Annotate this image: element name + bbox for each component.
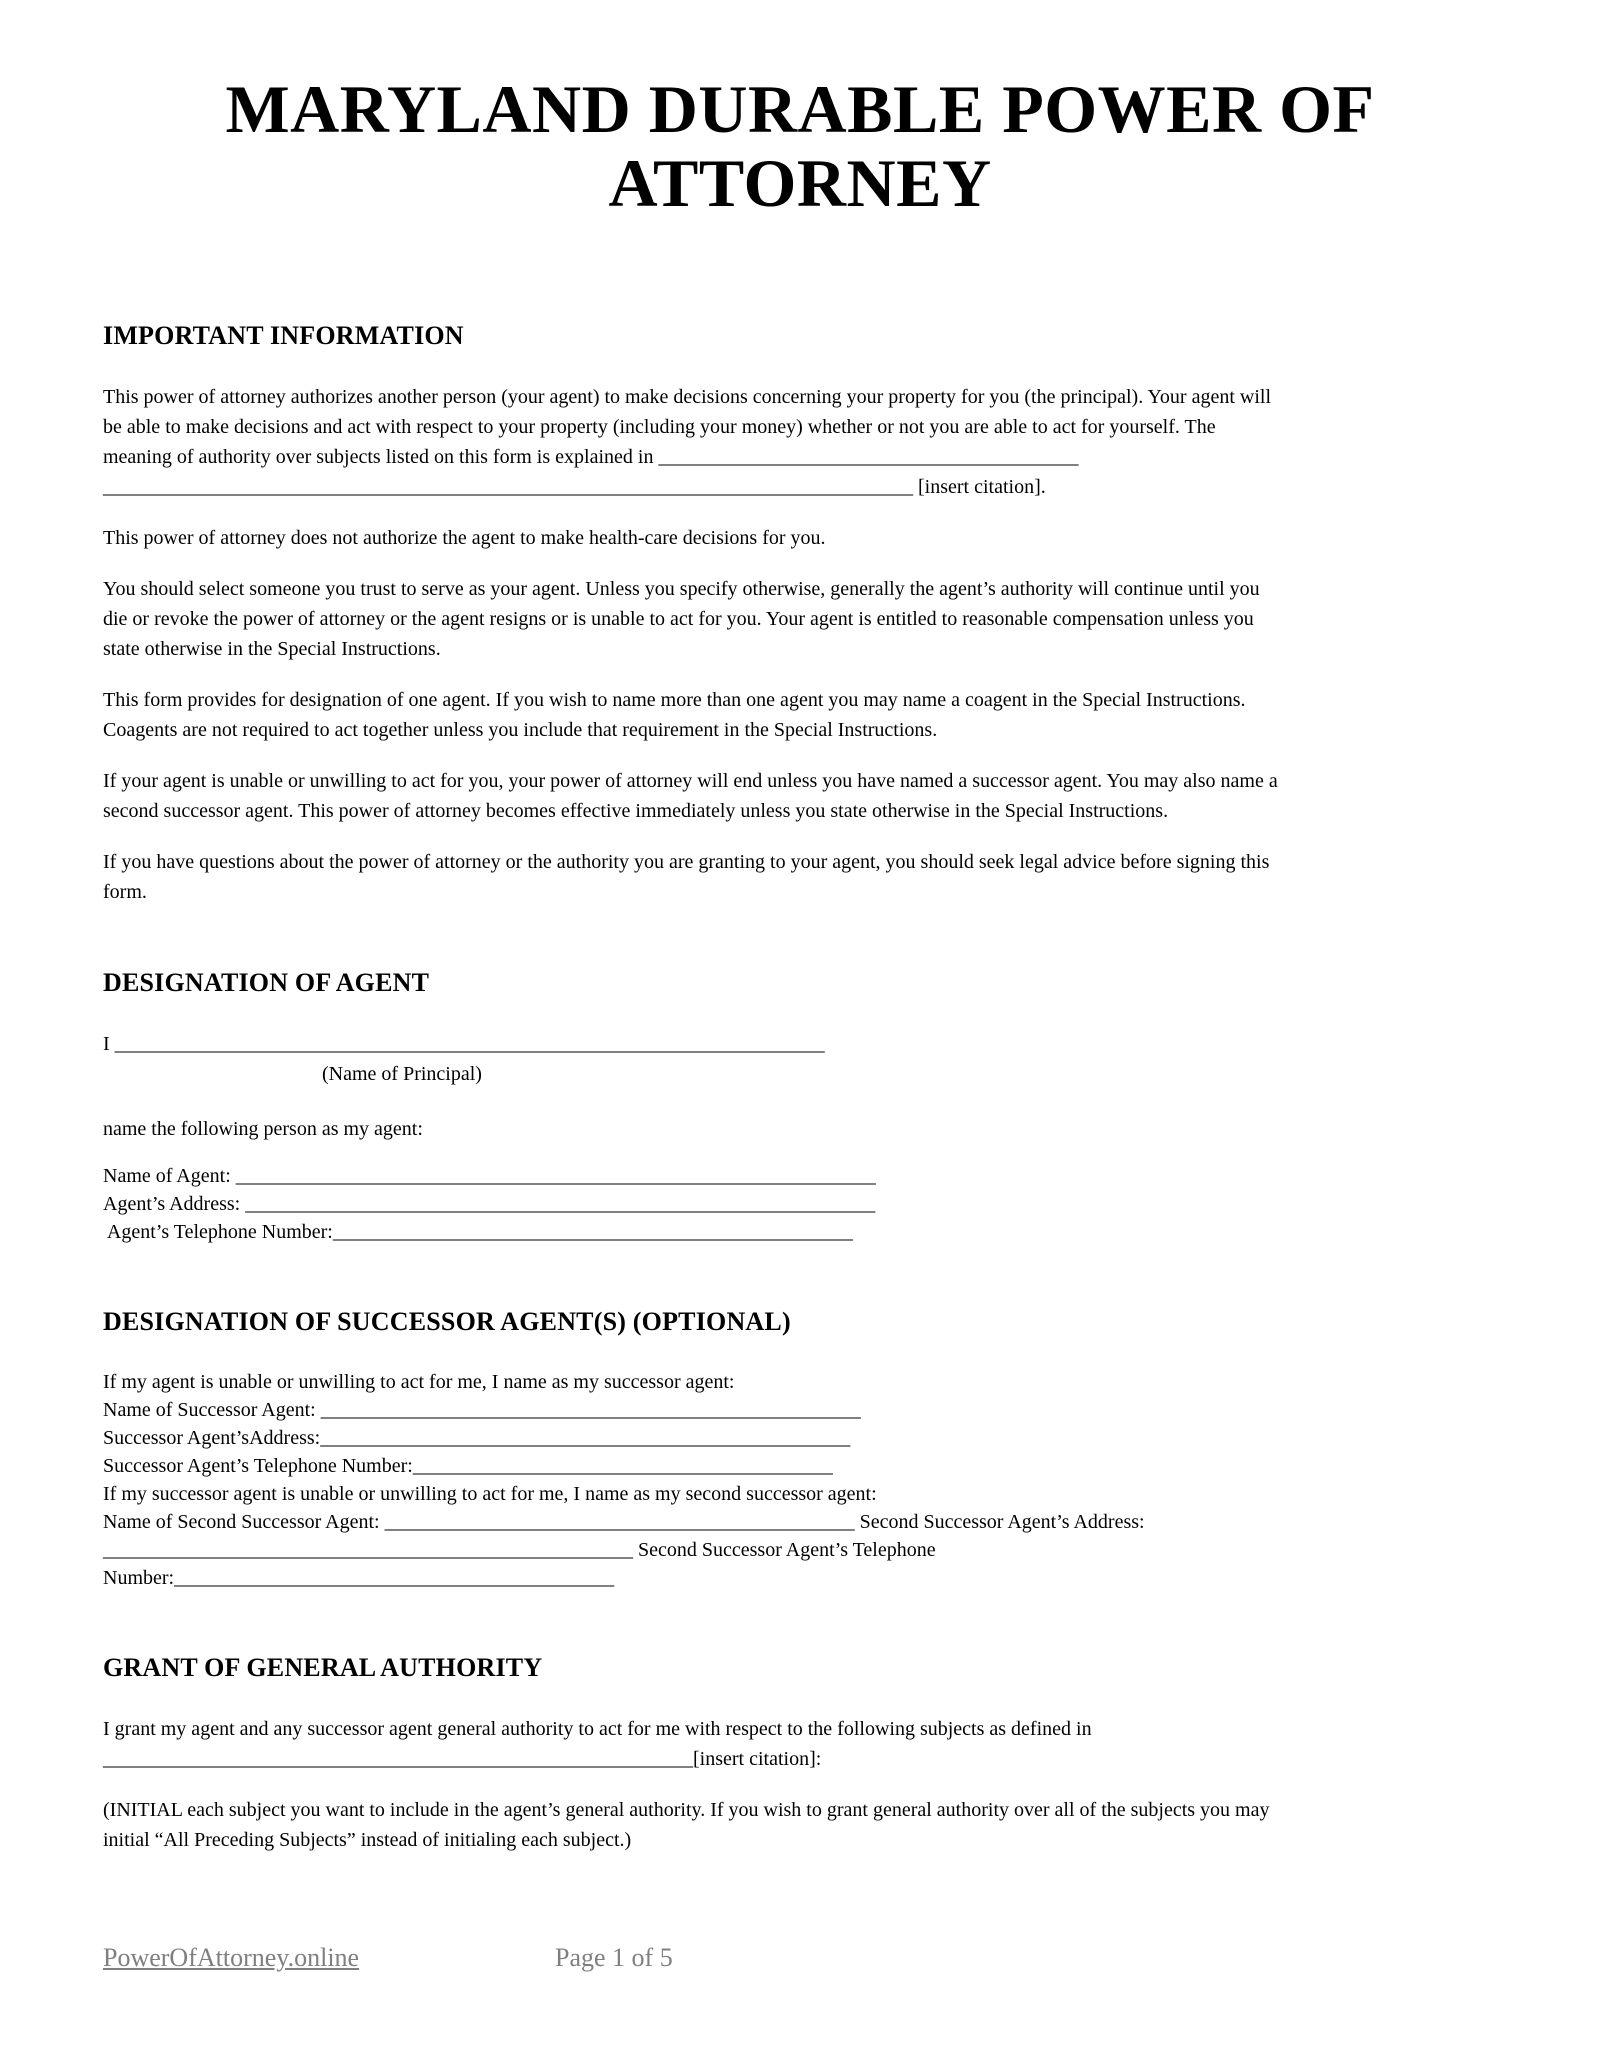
- grant-citation-line: ___________________________________________________________[insert citation]:: [103, 1748, 822, 1770]
- text-line: initial “All Preceding Subjects” instead of initialing each subject.): [103, 1829, 632, 1851]
- principal-name-line: I _______________________________________________________________________: [103, 1033, 825, 1055]
- section-grant-of-general-authority: [103, 1652, 1497, 1855]
- paragraph-successor: [103, 766, 1497, 826]
- paragraph-one-agent: [103, 685, 1497, 745]
- successor-intro-line: If my agent is unable or unwilling to act for me, I name as my successor agent:: [103, 1371, 735, 1393]
- text-line: die or revoke the power of attorney or the agent resigns or is unable to act for you. Your agent is entitled to reasonable compensation unless you: [103, 608, 1254, 630]
- citation-blank-line: _________________________________________________________________________________ [insert citation].: [103, 476, 1046, 498]
- footer: [103, 1943, 1497, 1973]
- paragraph-questions: [103, 847, 1497, 907]
- successor-address-field-line: Successor Agent’sAddress:_____________________________________________________: [103, 1427, 851, 1449]
- agent-name-field-line: Name of Agent: ________________________________________________________________: [103, 1165, 876, 1187]
- agent-address-field-line: Agent’s Address: _______________________________________________________________: [103, 1193, 876, 1215]
- successor-telephone-field-line: Successor Agent’s Telephone Number:__________________________________________: [103, 1455, 833, 1477]
- text-line: If you have questions about the power of attorney or the authority you are granting to your agent, you should seek legal advice before signing this: [103, 851, 1270, 873]
- principal-caption: (Name of Principal): [322, 1063, 482, 1085]
- second-successor-name-line: Name of Second Successor Agent: _______________________________________________ Second Successor Agent’s Address:: [103, 1511, 1145, 1533]
- agent-telephone-field-line: Agent’s Telephone Number:____________________________________________________: [103, 1221, 853, 1243]
- second-successor-telephone-line: _____________________________________________________ Second Successor Agent’s Telephone: [103, 1539, 936, 1561]
- text-line: Coagents are not required to act together unless you include that requirement in the Special Instructions.: [103, 719, 938, 741]
- section-important-information: [103, 320, 1497, 907]
- text-line: You should select someone you trust to serve as your agent. Unless you specify otherwise, generally the agent’s authority will continue until you: [103, 578, 1260, 600]
- text-line: I grant my agent and any successor agent general authority to act for me with respect to the following subjects as defined in: [103, 1718, 1092, 1740]
- successor-name-field-line: Name of Successor Agent: ______________________________________________________: [103, 1399, 861, 1421]
- agent-intro-line: name the following person as my agent:: [103, 1118, 423, 1140]
- grant-of-general-authority-heading: GRANT OF GENERAL AUTHORITY: [103, 1653, 543, 1682]
- text-line: This power of attorney does not authorize the agent to make health-care decisions for you.: [103, 527, 826, 549]
- text-line-with-blank: meaning of authority over subjects listed on this form is explained in __________________________________________: [103, 446, 1079, 468]
- principal-block: [103, 1029, 1497, 1246]
- important-information-heading: IMPORTANT INFORMATION: [103, 321, 464, 350]
- second-successor-number-line: Number:____________________________________________: [103, 1567, 615, 1589]
- grant-paragraph: [103, 1714, 1497, 1774]
- document-title: [103, 0, 1497, 220]
- page-number: Page 1 of 5: [555, 1943, 673, 1972]
- section-designation-of-successor-agent: [103, 1306, 1497, 1592]
- text-line: state otherwise in the Special Instructions.: [103, 638, 441, 660]
- text-line: This form provides for designation of one agent. If you wish to name more than one agent you may name a coagent in the Special Instructions.: [103, 689, 1246, 711]
- paragraph-authorizes: [103, 382, 1497, 502]
- successor-block: [103, 1368, 1497, 1592]
- text-line: be able to make decisions and act with respect to your property (including your money) whether or not you are able to act for yourself. The: [103, 416, 1216, 438]
- agent-fields: [103, 1162, 1497, 1246]
- paragraph-select-agent: [103, 574, 1497, 664]
- text-line: This power of attorney authorizes another person (your agent) to make decisions concerning your property for you (the principal). Your agent will: [103, 386, 1271, 408]
- second-successor-intro-line: If my successor agent is unable or unwilling to act for me, I name as my second successor agent:: [103, 1483, 877, 1505]
- text-line: If your agent is unable or unwilling to act for you, your power of attorney will end unless you have named a successor agent. You may also name a: [103, 770, 1278, 792]
- designation-of-successor-heading: DESIGNATION OF SUCCESSOR AGENT(S) (OPTIONAL): [103, 1307, 791, 1336]
- section-designation-of-agent: [103, 967, 1497, 1246]
- designation-of-agent-heading: DESIGNATION OF AGENT: [103, 968, 430, 997]
- text-line: second successor agent. This power of attorney becomes effective immediately unless you state otherwise in the Special Instructions.: [103, 800, 1169, 822]
- paragraph-healthcare: [103, 523, 1497, 553]
- text-line: (INITIAL each subject you want to include in the agent’s general authority. If you wish to grant general authority over all of the subjects you may: [103, 1799, 1270, 1821]
- title-line-1: MARYLAND DURABLE POWER OF: [225, 71, 1375, 147]
- title-line-2: ATTORNEY: [608, 145, 992, 221]
- text-line: form.: [103, 881, 147, 903]
- footer-link[interactable]: PowerOfAttorney.online: [103, 1943, 360, 1972]
- initial-instruction-paragraph: [103, 1795, 1497, 1855]
